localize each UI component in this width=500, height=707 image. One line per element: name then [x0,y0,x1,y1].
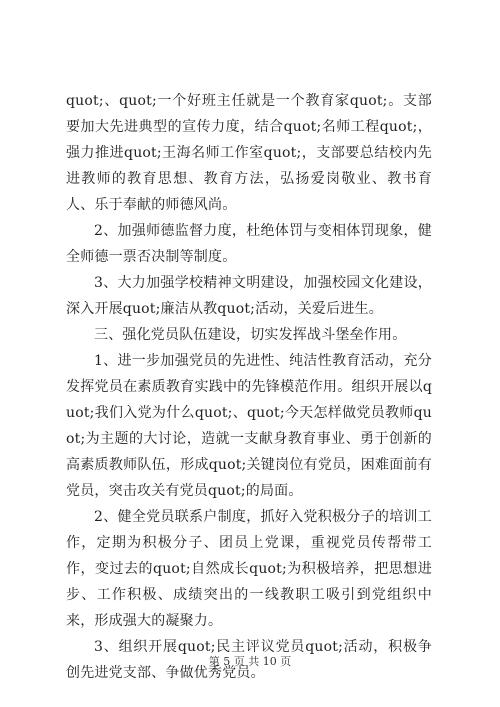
page-number-label: 第 5 页 共 10 页 [208,655,292,668]
paragraph-7: 3、组织开展quot;民主评议党员quot;活动，积极争创先进党支部、争做优秀党员。 [66,639,432,681]
section-heading-3: 三、强化党员队伍建设，切实发挥战斗堡垒作用。 [94,327,407,343]
paragraph-1: quot;、quot;一个好班主任就是一个教育家quot;。支部要加大先进典型的宣传力度，结合quot;名师工程quot;，强力推进quot;王海名师工作室quot;，支部要总结校内先进教师的教育思想、教育方法，弘扬爱岗敬业、教书育人、乐于奉献的师德风尚。 [66,93,432,213]
page-footer [0,655,500,669]
paragraph-2: 2、加强师德监督力度，杜绝体罚与变相体罚现象，健全师德一票否决制等制度。 [66,223,432,265]
document-body [66,88,432,686]
paragraph-3: 3、大力加强学校精神文明建设，加强校园文化建设，深入开展quot;廉洁从教quot;活动，关爱后进生。 [66,275,432,317]
paragraph-5: 1、进一步加强党员的先进性、纯洁性教育活动，充分发挥党员在素质教育实践中的先锋模范作用。组织开展以quot;我们入党为什么quot;、quot;今天怎样做党员教师quot;为主题的大讨论，造就一支献身教育事业、勇于创新的高素质教师队伍，形成quot;关键岗位有党员，困难面前有党员，突击攻关有党员quot;的局面。 [66,353,432,499]
paragraph-6: 2、健全党员联系户制度，抓好入党积极分子的培训工作，定期为积极分子、团员上党课，重视党员传帮带工作，变过去的quot;自然成长quot;为积极培养，把思想进步、工作积极、成绩突出的一线教职工吸引到党组织中来，形成强大的凝聚力。 [66,509,432,629]
